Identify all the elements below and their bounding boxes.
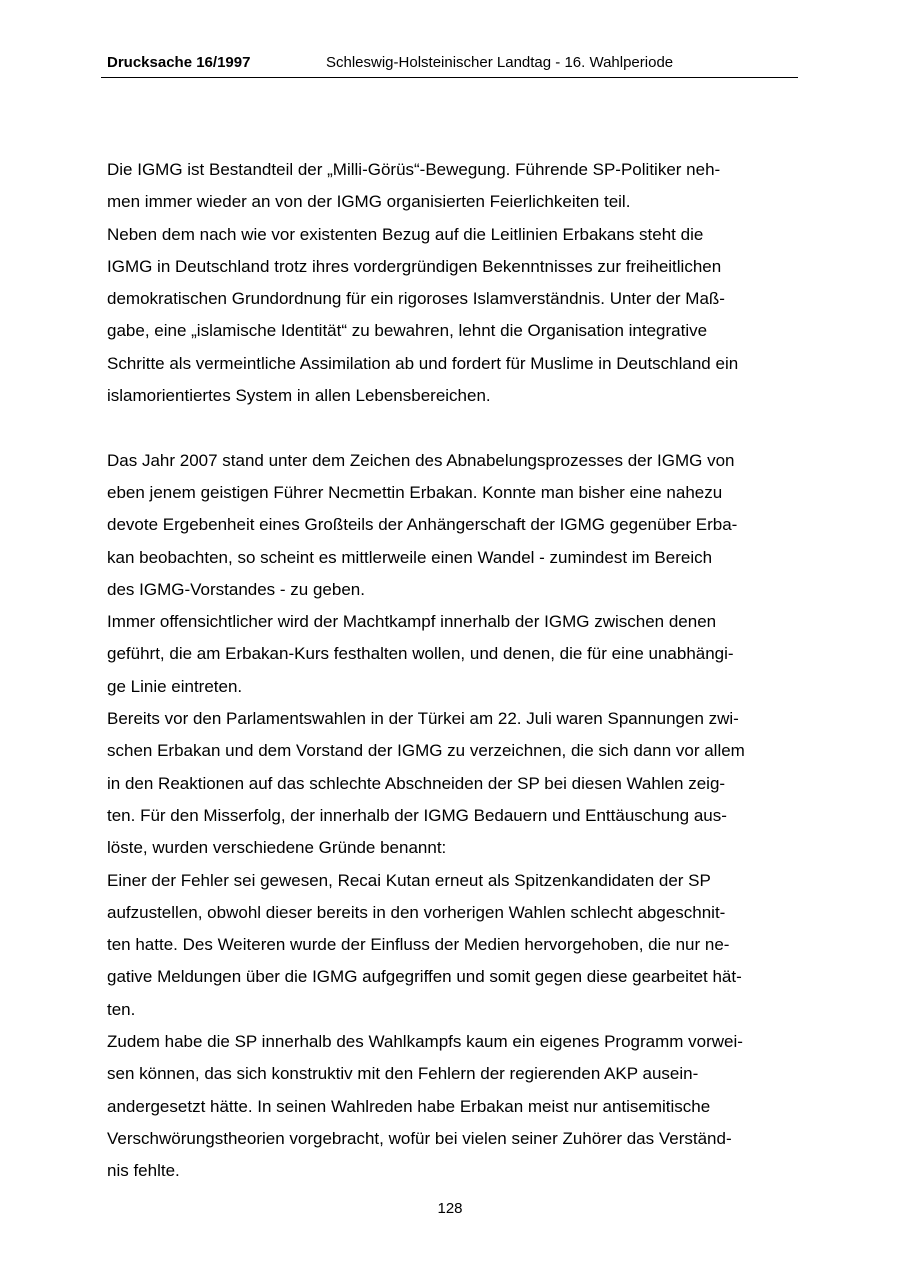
parliament-title: Schleswig-Holsteinischer Landtag - 16. Wahlperiode: [326, 54, 674, 71]
text-line: Das Jahr 2007 stand unter dem Zeichen des Abnabelungsprozesses der IGMG von: [107, 450, 735, 470]
paragraph-gap: [107, 412, 807, 444]
paragraph: [107, 1026, 807, 1187]
text-line: aufzustellen, obwohl dieser bereits in den vorherigen Wahlen schlecht abgeschnit-: [107, 902, 726, 922]
text-line: men immer wieder an von der IGMG organisierten Feierlichkeiten teil.: [107, 192, 631, 212]
paragraph: [107, 865, 807, 1026]
text-line: eben jenem geistigen Führer Necmettin Erbakan. Konnte man bisher eine nahezu: [107, 482, 723, 502]
text-line: Immer offensichtlicher wird der Machtkampf innerhalb der IGMG zwischen denen: [107, 612, 717, 632]
text-line: Neben dem nach wie vor existenten Bezug auf die Leitlinien Erbakans steht die: [107, 224, 704, 244]
text-line: Schritte als vermeintliche Assimilation ab und fordert für Muslime in Deutschland ein: [107, 353, 739, 373]
document-number: Drucksache 16/1997: [107, 54, 251, 71]
text-line: IGMG in Deutschland trotz ihres vordergründigen Bekenntnisses zur freiheitlichen: [107, 256, 722, 276]
page-header: [101, 0, 798, 78]
text-line: demokratischen Grundordnung für ein rigoroses Islamverständnis. Unter der Maß-: [107, 289, 725, 309]
text-line: Verschwörungstheorien vorgebracht, wofür bei vielen seiner Zuhörer das Verständ-: [107, 1128, 732, 1148]
text-line: sen können, das sich konstruktiv mit den Fehlern der regierenden AKP ausein-: [107, 1064, 699, 1084]
text-line: devote Ergebenheit eines Großteils der Anhängerschaft der IGMG gegenüber Erba-: [107, 515, 738, 535]
text-line: kan beobachten, so scheint es mittlerweile einen Wandel - zumindest im Bereich: [107, 547, 713, 567]
text-line: in den Reaktionen auf das schlechte Abschneiden der SP bei diesen Wahlen zeig-: [107, 773, 726, 793]
text-line: gative Meldungen über die IGMG aufgegriffen und somit gegen diese gearbeitet hät-: [107, 967, 742, 987]
text-line: andergesetzt hätte. In seinen Wahlreden habe Erbakan meist nur antisemitische: [107, 1096, 711, 1116]
text-line: Einer der Fehler sei gewesen, Recai Kutan erneut als Spitzenkandidaten der SP: [107, 870, 711, 890]
paragraph: [107, 606, 807, 703]
text-line: ten. Für den Misserfolg, der innerhalb der IGMG Bedauern und Enttäuschung aus-: [107, 805, 727, 825]
text-line: Bereits vor den Parlamentswahlen in der Türkei am 22. Juli waren Spannungen zwi-: [107, 709, 739, 729]
text-line: Die IGMG ist Bestandteil der „Milli-Görüs“-Bewegung. Führende SP-Politiker neh-: [107, 160, 721, 179]
text-line: ten.: [107, 999, 136, 1019]
paragraph: [107, 219, 807, 413]
text-line: löste, wurden verschiedene Gründe benannt:: [107, 838, 447, 858]
text-line: gabe, eine „islamische Identität“ zu bewahren, lehnt die Organisation integrative: [107, 321, 708, 341]
text-line: islamorientiertes System in allen Lebensbereichen.: [107, 386, 491, 406]
paragraph: [107, 154, 807, 219]
paragraph: [107, 445, 807, 606]
paragraph: [107, 703, 807, 864]
text-line: ge Linie eintreten.: [107, 676, 243, 696]
text-line: ten hatte. Des Weiteren wurde der Einfluss der Medien hervorgehoben, die nur ne-: [107, 935, 730, 955]
text-line: Zudem habe die SP innerhalb des Wahlkampfs kaum ein eigenes Programm vorwei-: [107, 1032, 743, 1052]
text-line: des IGMG-Vorstandes - zu geben.: [107, 579, 365, 599]
text-line: schen Erbakan und dem Vorstand der IGMG zu verzeichnen, die sich dann vor allem: [107, 741, 745, 761]
body-text: [107, 154, 807, 1188]
page-number: 128: [437, 1200, 463, 1217]
text-line: nis fehlte.: [107, 1161, 180, 1181]
text-line: geführt, die am Erbakan-Kurs festhalten wollen, und denen, die für eine unabhängi-: [107, 644, 734, 664]
